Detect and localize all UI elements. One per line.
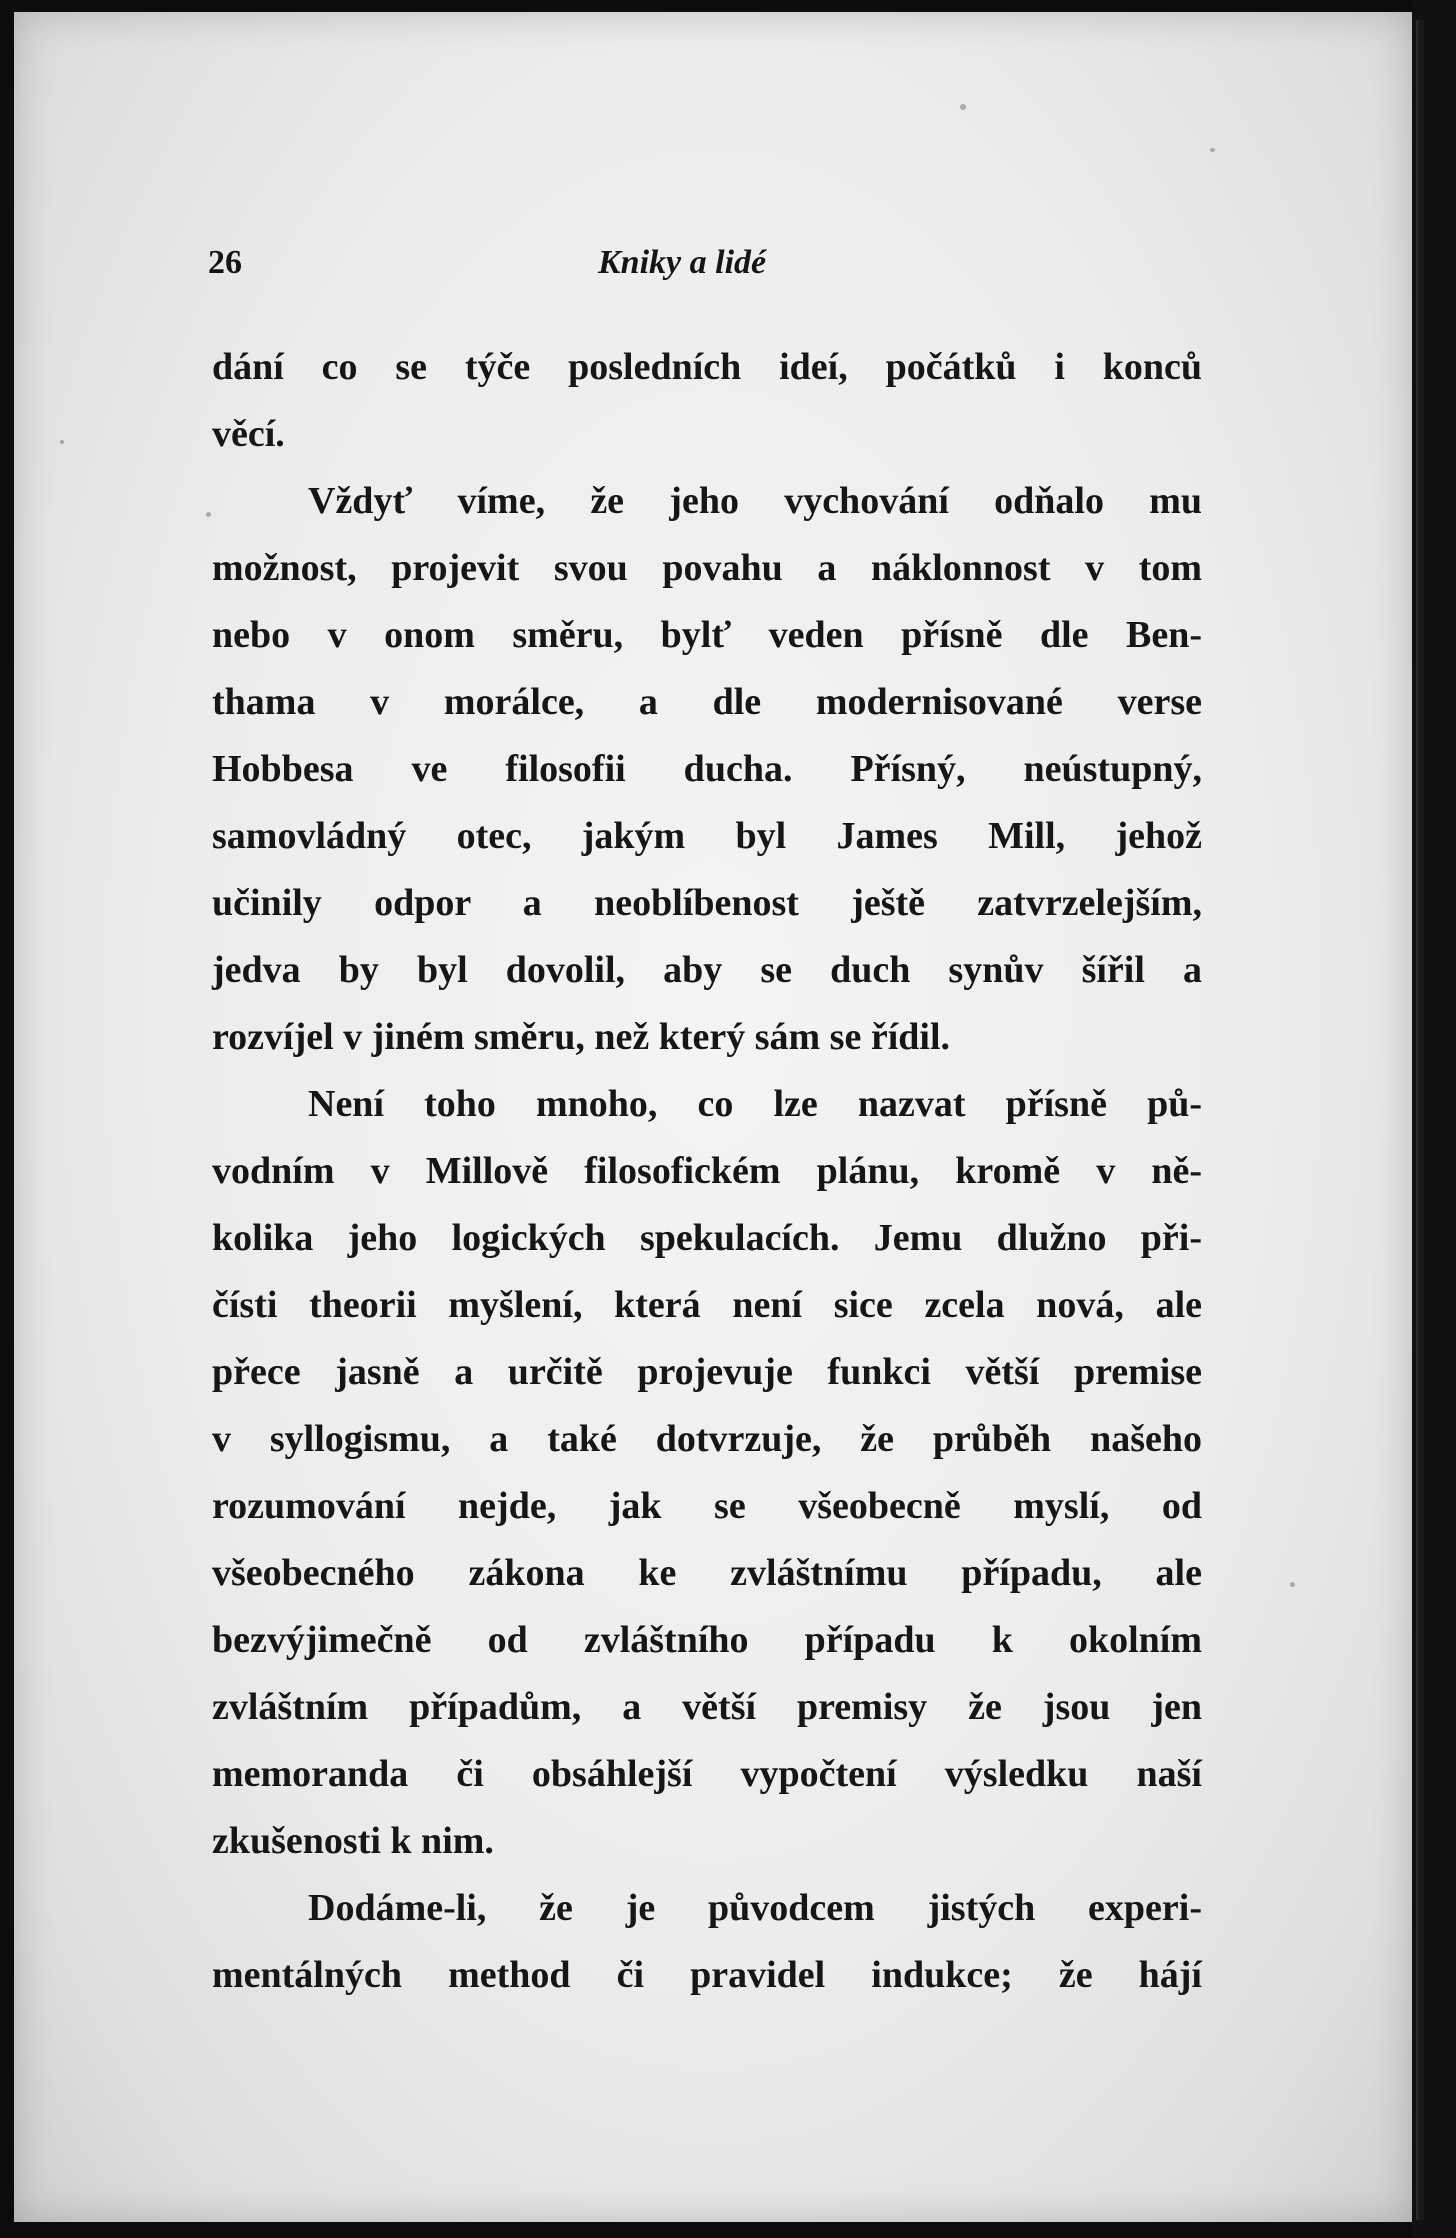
text-line: bezvýjimečně od zvláštního případu k okolním: [212, 1619, 1202, 1661]
text-line: Vždyť víme, že jeho vychování odňalo mu: [308, 480, 1202, 522]
text-line: přece jasně a určitě projevuje funkci větší premise: [212, 1351, 1202, 1393]
running-head: Kniky a lidé: [598, 244, 767, 281]
text-line: dání co se týče posledních ideí, počátků i konců: [212, 346, 1202, 388]
text-line: Dodáme-li, že je původcem jistých experi-: [308, 1887, 1202, 1929]
text-line: Není toho mnoho, co lze nazvat přísně pů-: [308, 1083, 1202, 1125]
text-line: memoranda či obsáhlejší vypočtení výsledku naší: [212, 1753, 1202, 1795]
text-line: rozvíjel v jiném směru, než který sám se řídil.: [212, 1016, 951, 1058]
text-line: učinily odpor a neoblíbenost ještě zatvrzelejším,: [212, 882, 1202, 924]
page-number: 26: [208, 244, 242, 281]
text-line: zvláštním případům, a větší premisy že jsou jen: [212, 1686, 1202, 1728]
text-line: nebo v onom směru, bylť veden přísně dle Ben-: [212, 614, 1202, 656]
body-text: [212, 334, 1202, 2009]
text-line: rozumování nejde, jak se všeobecně myslí, od: [212, 1485, 1202, 1527]
text-line: věcí.: [212, 413, 285, 455]
page-header: [208, 238, 1198, 288]
text-line: všeobecného zákona ke zvláštnímu případu, ale: [212, 1552, 1202, 1594]
text-line: kolika jeho logických spekulacích. Jemu dlužno při-: [212, 1217, 1202, 1259]
paper-speck: [960, 104, 966, 110]
text-line: samovládný otec, jakým byl James Mill, jehož: [212, 815, 1202, 857]
text-line: thama v morálce, a dle modernisované verse: [212, 681, 1202, 723]
paper-speck: [60, 440, 64, 444]
text-line: možnost, projevit svou povahu a náklonnost v tom: [212, 547, 1202, 589]
text-line: jedva by byl dovolil, aby se duch synův šířil a: [212, 949, 1202, 991]
text-line: mentálných method či pravidel indukce; že hájí: [212, 1954, 1202, 1996]
text-line: zkušenosti k nim.: [212, 1820, 494, 1862]
text-line: čísti theorii myšlení, která není sice zcela nová, ale: [212, 1284, 1202, 1326]
binding-line: [1416, 20, 1424, 2220]
text-line: v syllogismu, a také dotvrzuje, že průběh našeho: [212, 1418, 1202, 1460]
paper-speck: [1290, 1582, 1295, 1587]
text-line: Hobbesa ve filosofii ducha. Přísný, neústupný,: [212, 748, 1202, 790]
paper-speck: [206, 512, 211, 517]
text-line: vodním v Millově filosofickém plánu, kromě v ně-: [212, 1150, 1202, 1192]
paper-speck: [1210, 148, 1215, 152]
